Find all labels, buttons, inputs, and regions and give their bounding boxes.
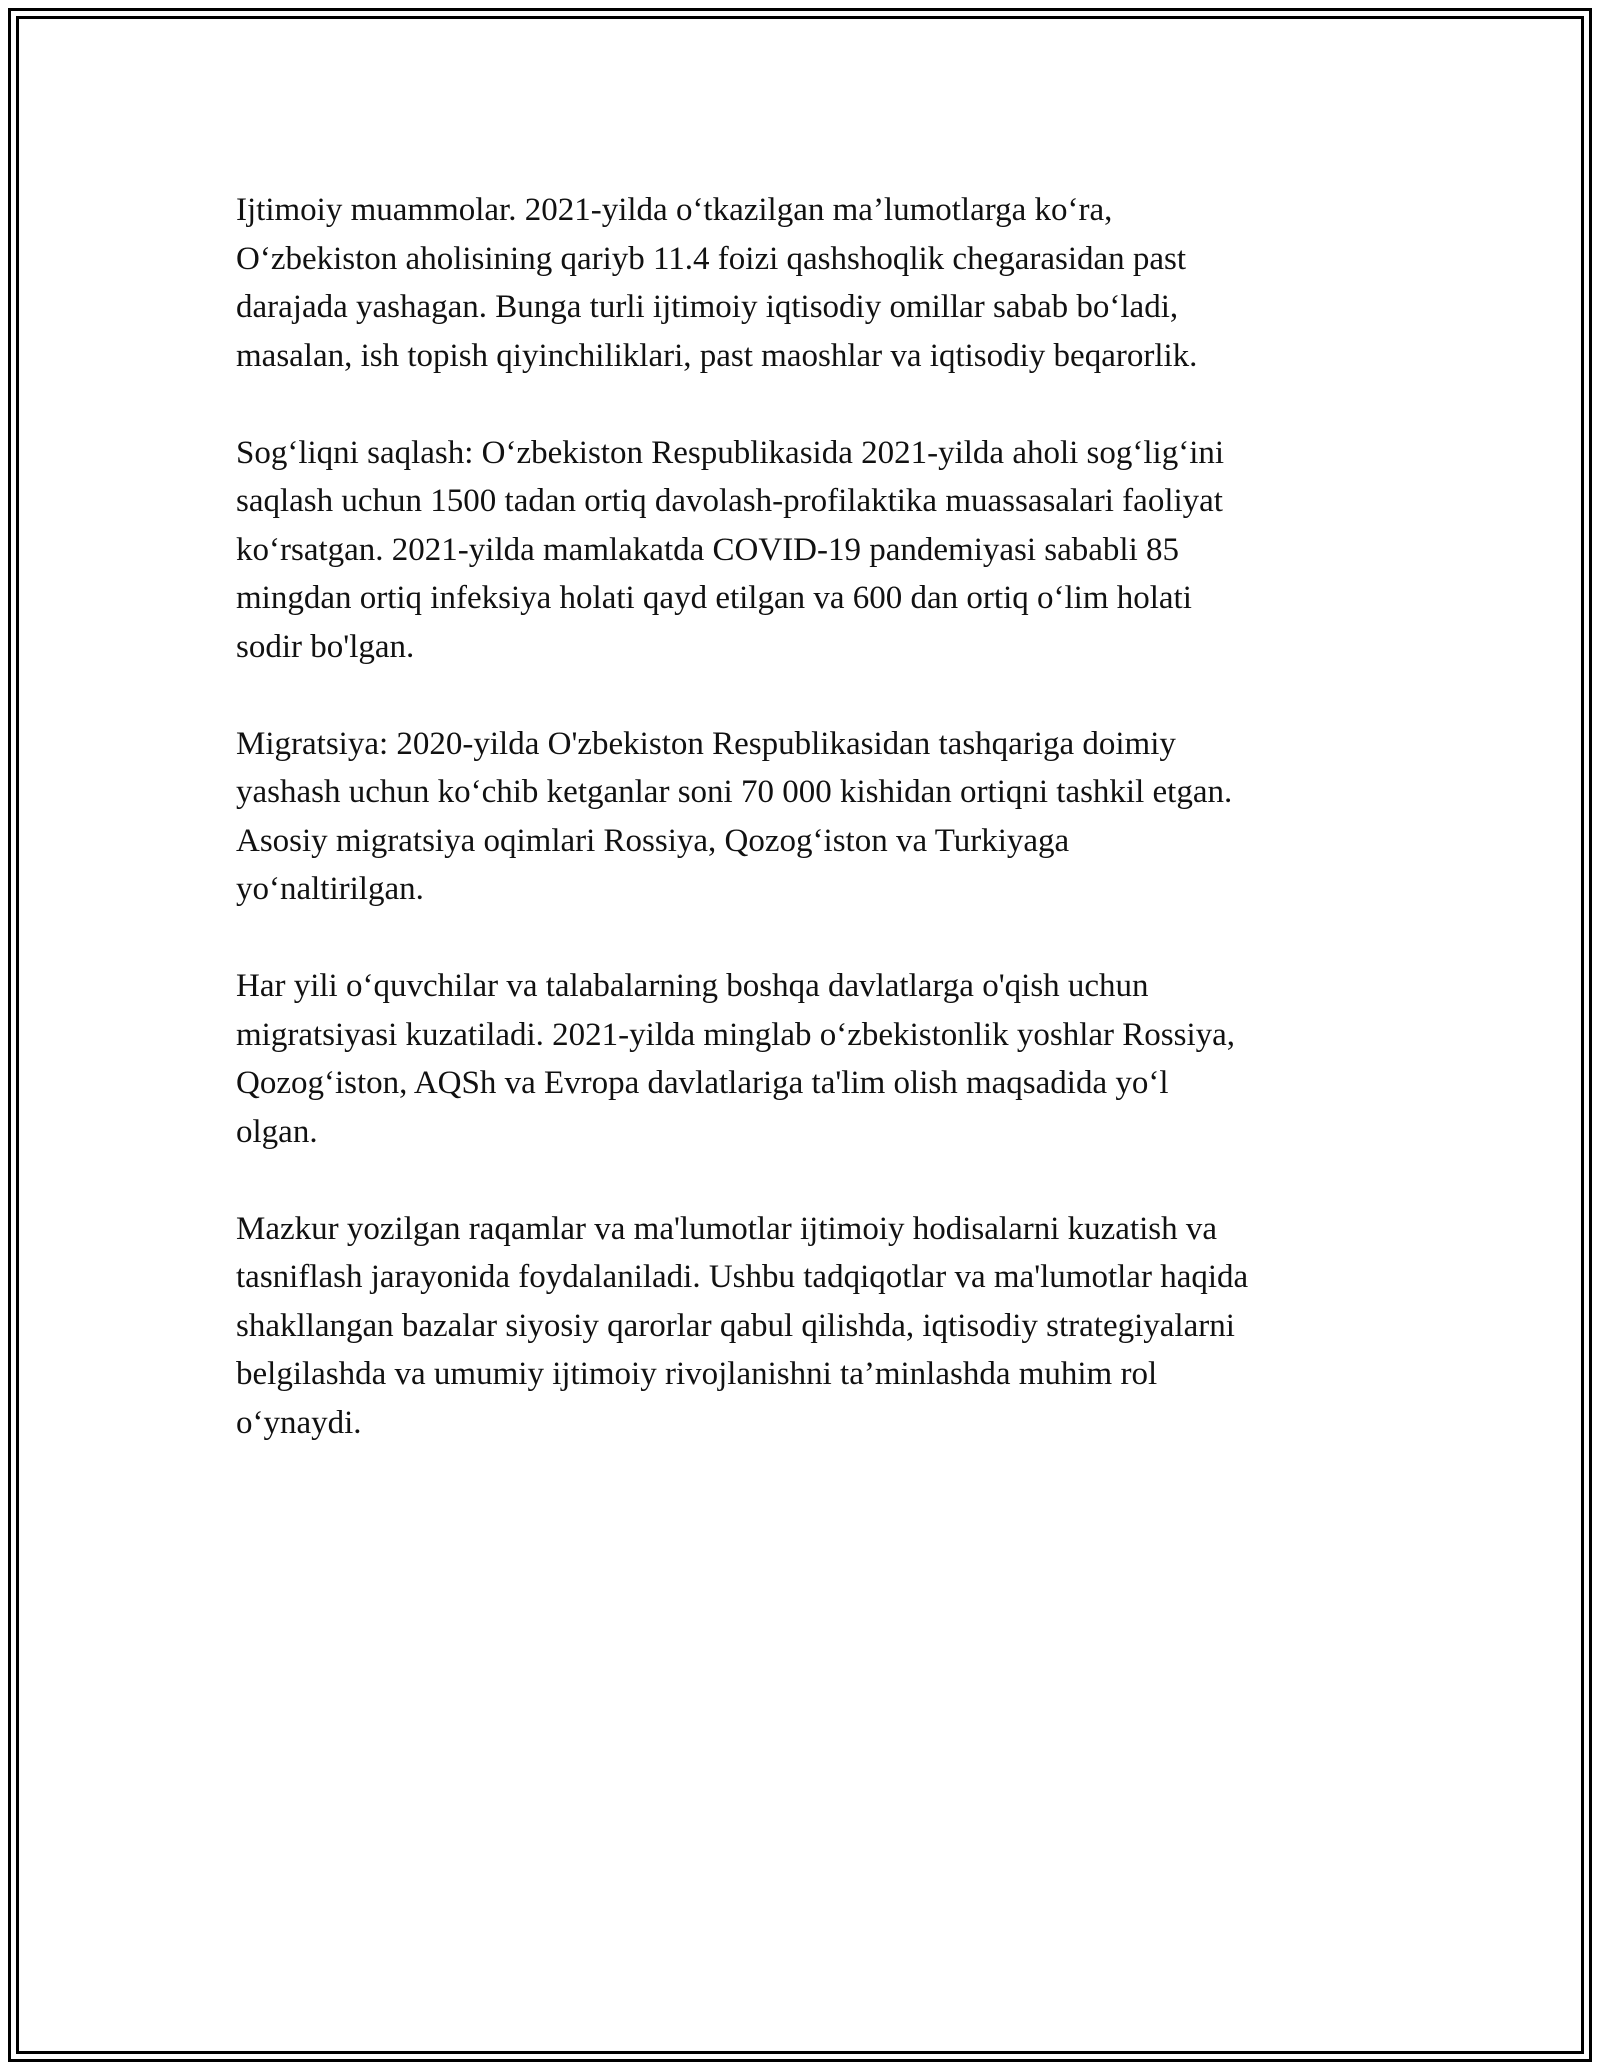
text-line: darajada yashagan. Bunga turli ijtimoiy iqtisodiy omillar sabab bo‘ladi, [236, 289, 1179, 325]
text-line: Mazkur yozilgan raqamlar va ma'lumotlar ijtimoiy hodisalarni kuzatish va [236, 1210, 1217, 1247]
text-line: Har yili o‘quvchilar va talabalarning boshqa davlatlarga o'qish uchun [236, 968, 1149, 1004]
text-line: yashash uchun ko‘chib ketganlar soni 70 000 kishidan ortiqni tashkil etgan. [236, 774, 1233, 810]
text-line: sodir bo'lgan. [236, 628, 415, 665]
paragraph-healthcare [236, 429, 1386, 672]
paragraph-social-problems [236, 186, 1386, 380]
text-line: O‘zbekiston aholisining qariyb 11.4 foizi qashshoqlik chegarasidan past [236, 240, 1187, 277]
text-line: Qozog‘iston, AQSh va Evropa davlatlariga ta'lim olish maqsadida yo‘l [236, 1065, 1169, 1101]
text-line: belgilashda va umumiy ijtimoiy rivojlanishni ta’minlashda muhim rol [236, 1356, 1158, 1392]
text-line: Migratsiya: 2020-yilda O'zbekiston Respublikasidan tashqariga doimiy [236, 725, 1176, 762]
text-line: olgan. [236, 1113, 318, 1150]
text-line: tasniflash jarayonida foydalaniladi. Ushbu tadqiqotlar va ma'lumotlar haqida [236, 1259, 1249, 1295]
text-line: ko‘rsatgan. 2021-yilda mamlakatda COVID-19 pandemiyasi sababli 85 [236, 531, 1180, 568]
text-line: yo‘naltirilgan. [236, 871, 424, 907]
text-line: masalan, ish topish qiyinchiliklari, past maoshlar va iqtisodiy beqarorlik. [236, 337, 1198, 374]
text-line: migratsiyasi kuzatiladi. 2021-yilda minglab o‘zbekistonlik yoshlar Rossiya, [236, 1016, 1236, 1053]
text-line: saqlash uchun 1500 tadan ortiq davolash-profilaktika muassasalari faoliyat [236, 483, 1223, 519]
text-line: Ijtimoiy muammolar. 2021-yilda o‘tkazilgan ma’lumotlarga ko‘ra, [236, 192, 1113, 228]
paragraph-student-migration [236, 962, 1386, 1156]
text-line: mingdan ortiq infeksiya holati qayd etilgan va 600 dan ortiq o‘lim holati [236, 580, 1192, 616]
text-line: shakllangan bazalar siyosiy qarorlar qabul qilishda, iqtisodiy strategiyalarni [236, 1307, 1235, 1344]
text-line: o‘ynaydi. [236, 1404, 362, 1441]
document-body [236, 186, 1386, 1496]
paragraph-migration [236, 720, 1386, 914]
paragraph-conclusion [236, 1205, 1386, 1448]
text-line: Sog‘liqni saqlash: O‘zbekiston Respublikasida 2021-yilda aholi sog‘lig‘ini [236, 434, 1225, 471]
text-line: Asosiy migratsiya oqimlari Rossiya, Qozog‘iston va Turkiyaga [236, 822, 1070, 859]
